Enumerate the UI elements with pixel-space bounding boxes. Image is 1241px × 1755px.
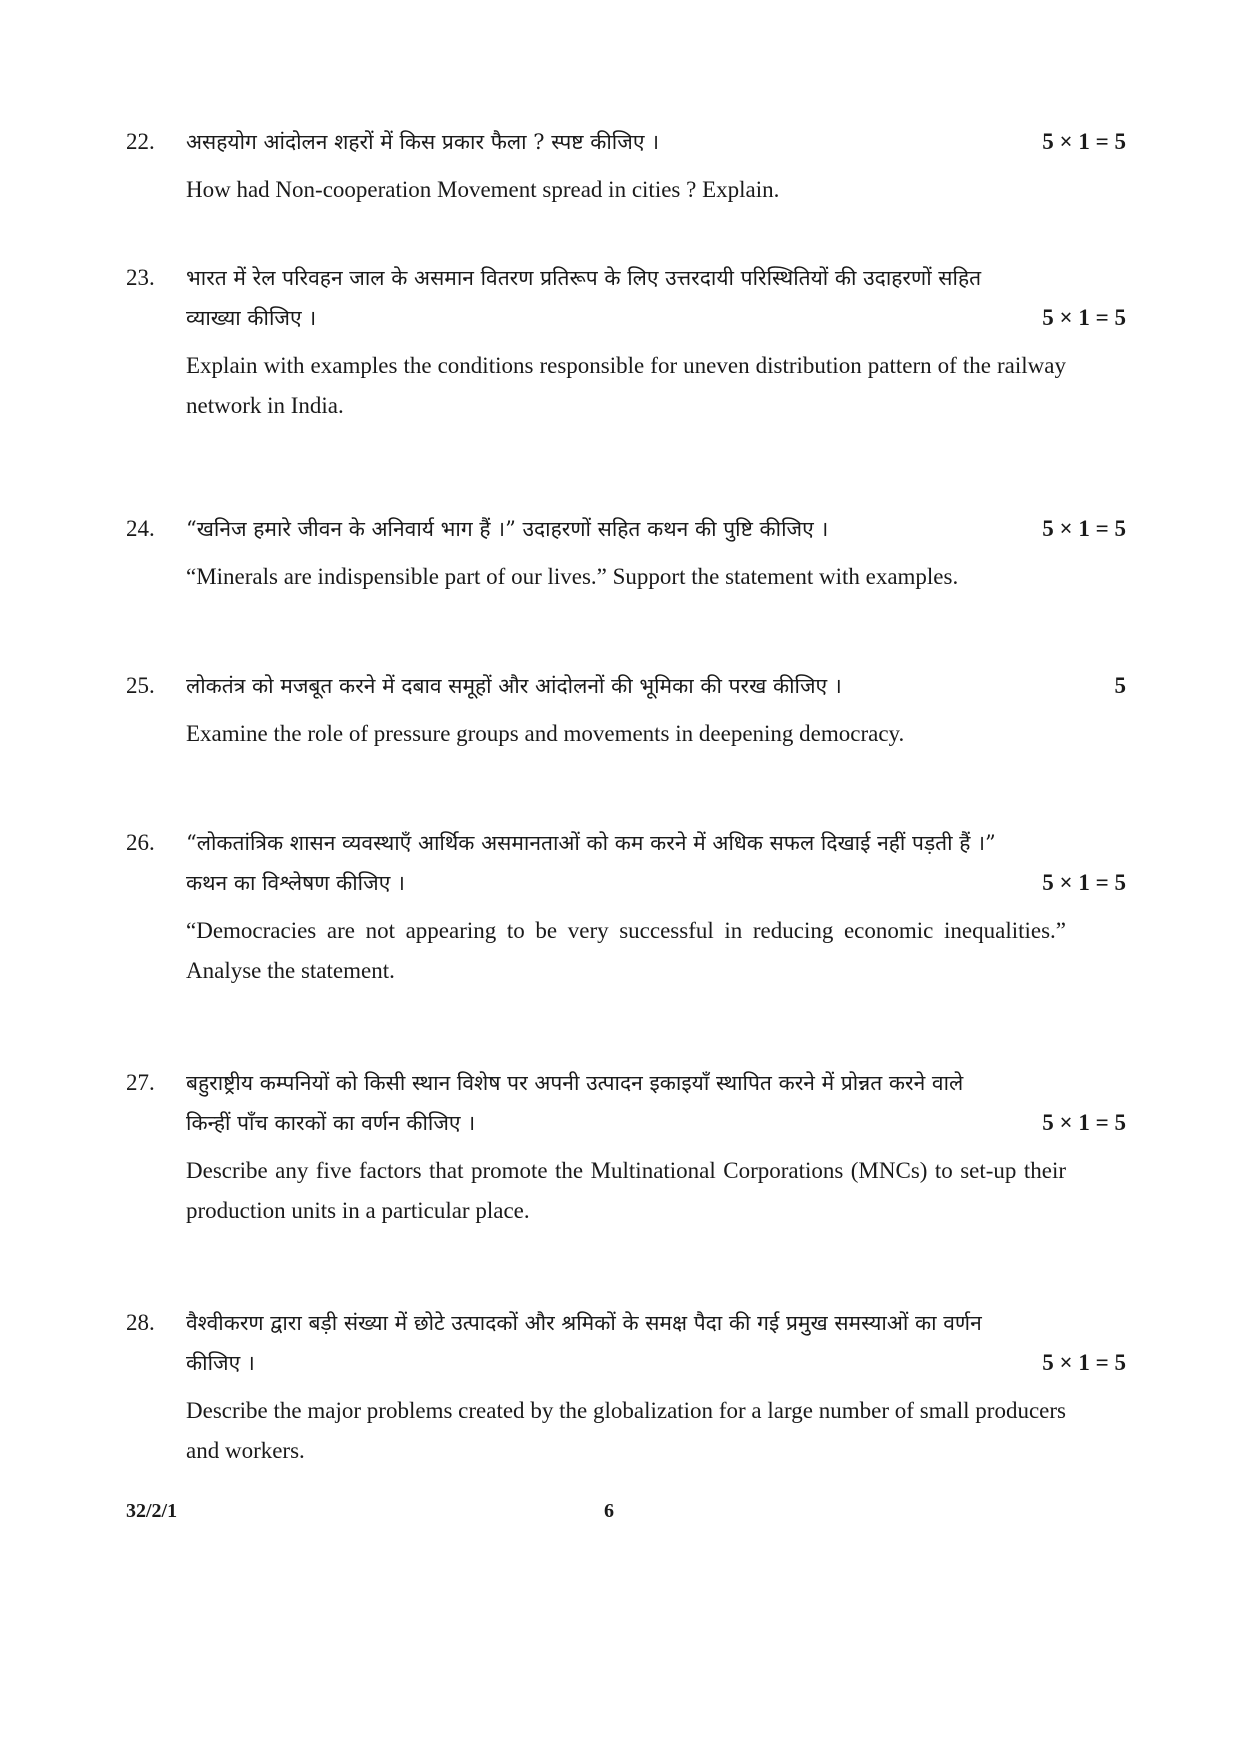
question-number: 27. [126, 1070, 155, 1095]
question-english-text: Explain with examples the conditions responsible for uneven distribution pattern of the railway network in India. [186, 353, 1066, 418]
question-english-text: Describe any five factors that promote the Multinational Corporations (MNCs) to set-up their production units in a particular place. [186, 1158, 1066, 1223]
question-marks: 5 × 1 = 5 [1042, 870, 1126, 895]
question-number: 25. [126, 673, 155, 698]
question-english-text: Examine the role of pressure groups and movements in deepening democracy. [186, 721, 905, 746]
question-26 [126, 823, 1126, 991]
paper-code: 32/2/1 [126, 1500, 178, 1522]
question-22 [126, 122, 1126, 210]
question-number: 28. [126, 1310, 155, 1335]
question-hindi-text: लोकतंत्र को मजबूत करने में दबाव समूहों और आंदोलनों की भूमिका की परख कीजिए । [186, 674, 842, 698]
question-24 [126, 509, 1126, 597]
question-hindi-continuation: किन्हीं पाँच कारकों का वर्णन कीजिए । [186, 1111, 476, 1135]
page-number: 6 [604, 1500, 614, 1522]
question-hindi-text: बहुराष्ट्रीय कम्पनियों को किसी स्थान विशेष पर अपनी उत्पादन इकाइयाँ स्थापित करने में प्रोन्नत करने वाले [186, 1071, 964, 1095]
question-hindi-text: वैश्वीकरण द्वारा बड़ी संख्या में छोटे उत्पादकों और श्रमिकों के समक्ष पैदा की गई प्रमुख समस्याओं का वर्णन [186, 1311, 982, 1335]
question-hindi-continuation: व्याख्या कीजिए । [186, 306, 317, 330]
question-marks: 5 × 1 = 5 [1042, 305, 1126, 330]
question-hindi-text: “लोकतांत्रिक शासन व्यवस्थाएँ आर्थिक असमानताओं को कम करने में अधिक सफल दिखाई नहीं पड़ती हैं ।” [186, 831, 996, 855]
question-hindi-continuation: कथन का विश्लेषण कीजिए । [186, 871, 405, 895]
question-english-text: “Minerals are indispensible part of our lives.” Support the statement with examples. [186, 564, 959, 589]
question-marks: 5 × 1 = 5 [1042, 129, 1126, 154]
question-number: 26. [126, 830, 155, 855]
question-27 [126, 1063, 1126, 1231]
question-number: 23. [126, 265, 155, 290]
question-number: 24. [126, 516, 155, 541]
question-25 [126, 666, 1126, 754]
question-28 [126, 1303, 1126, 1471]
question-hindi-continuation: कीजिए । [186, 1351, 255, 1375]
question-hindi-text: “खनिज हमारे जीवन के अनिवार्य भाग हैं ।” उदाहरणों सहित कथन की पुष्टि कीजिए । [186, 517, 829, 541]
question-marks: 5 [1114, 673, 1126, 698]
question-english-text: “Democracies are not appearing to be very successful in reducing economic inequalities.” Analyse the statement. [186, 918, 1066, 983]
question-number: 22. [126, 129, 155, 154]
question-english-text: Describe the major problems created by the globalization for a large number of small producers and workers. [186, 1398, 1066, 1463]
question-marks: 5 × 1 = 5 [1042, 1350, 1126, 1375]
question-hindi-text: असहयोग आंदोलन शहरों में किस प्रकार फैला ? स्पष्ट कीजिए । [186, 130, 660, 154]
question-23 [126, 258, 1126, 426]
question-hindi-text: भारत में रेल परिवहन जाल के असमान वितरण प्रतिरूप के लिए उत्तरदायी परिस्थितियों की उदाहरणों सहित [186, 266, 982, 290]
question-marks: 5 × 1 = 5 [1042, 516, 1126, 541]
question-english-text: How had Non-cooperation Movement spread in cities ? Explain. [186, 177, 780, 202]
question-marks: 5 × 1 = 5 [1042, 1110, 1126, 1135]
